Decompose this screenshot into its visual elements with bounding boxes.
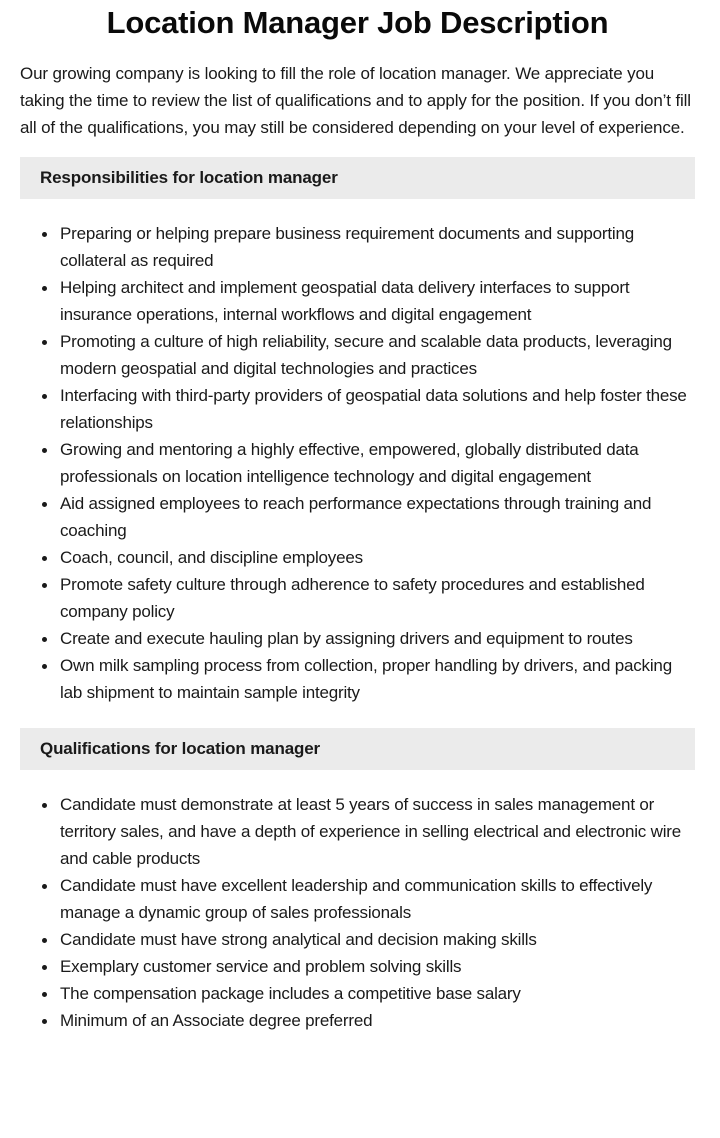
page-title: Location Manager Job Description	[106, 5, 609, 40]
list-item-text: Coach, council, and discipline employees	[60, 548, 363, 567]
qualifications-list	[20, 791, 695, 1034]
list-item-text: Aid assigned employees to reach performance expectations through training and coaching	[60, 494, 652, 540]
intro-paragraph: Our growing company is looking to fill the role of location manager. We appreciate you taking the time to review the list of qualifications and to apply for the position. If you don’t fill all of the qualifications, you may still be considered depending on your level of experience.	[20, 64, 691, 137]
list-item	[60, 953, 695, 980]
bullet-icon	[42, 286, 47, 291]
qualifications-heading: Qualifications for location manager	[20, 728, 695, 770]
list-item	[60, 220, 695, 274]
bullet-icon	[42, 583, 47, 588]
list-item-text: Candidate must have excellent leadership and communication skills to effectively manage a dynamic group of sales professionals	[60, 876, 653, 922]
bullet-icon	[42, 938, 47, 943]
list-item-text: Candidate must have strong analytical and decision making skills	[60, 930, 537, 949]
section-spacer	[20, 706, 695, 712]
list-item-text: Promote safety culture through adherence to safety procedures and established company policy	[60, 575, 645, 621]
bullet-icon	[42, 448, 47, 453]
responsibilities-list	[20, 220, 695, 706]
list-item-text: Growing and mentoring a highly effective, empowered, globally distributed data professionals on location intelligence technology and digital engagement	[60, 440, 639, 486]
list-item-text: Interfacing with third-party providers of geospatial data solutions and help foster these relationships	[60, 386, 687, 432]
list-item-text: Helping architect and implement geospatial data delivery interfaces to support insurance operations, internal workflows and digital engagement	[60, 278, 630, 324]
list-item	[60, 625, 695, 652]
bullet-icon	[42, 394, 47, 399]
bullet-icon	[42, 803, 47, 808]
list-item	[60, 490, 695, 544]
bullet-icon	[42, 664, 47, 669]
bullet-icon	[42, 502, 47, 507]
bullet-icon	[42, 965, 47, 970]
bullet-icon	[42, 637, 47, 642]
list-item	[60, 544, 695, 571]
bullet-icon	[42, 992, 47, 997]
list-item-text: Minimum of an Associate degree preferred	[60, 1011, 373, 1030]
list-item	[60, 328, 695, 382]
list-item-text: Promoting a culture of high reliability, secure and scalable data products, leveraging modern geospatial and digital technologies and practices	[60, 332, 672, 378]
list-item-text: Preparing or helping prepare business requirement documents and supporting collateral as required	[60, 224, 634, 270]
list-item-text: Exemplary customer service and problem solving skills	[60, 957, 462, 976]
list-item	[60, 382, 695, 436]
list-item-text: Create and execute hauling plan by assigning drivers and equipment to routes	[60, 629, 633, 648]
list-item	[60, 274, 695, 328]
list-item-text: The compensation package includes a competitive base salary	[60, 984, 521, 1003]
list-item	[60, 791, 695, 872]
bullet-icon	[42, 556, 47, 561]
list-item-text: Own milk sampling process from collection, proper handling by drivers, and packing lab shipment to maintain sample integrity	[60, 656, 672, 702]
list-item	[60, 571, 695, 625]
list-item	[60, 926, 695, 953]
list-item	[60, 872, 695, 926]
list-item	[60, 1007, 695, 1034]
responsibilities-heading: Responsibilities for location manager	[20, 157, 695, 199]
list-item	[60, 652, 695, 706]
bullet-icon	[42, 1019, 47, 1024]
list-item	[60, 980, 695, 1007]
list-item	[60, 436, 695, 490]
bullet-icon	[42, 884, 47, 889]
bullet-icon	[42, 232, 47, 237]
list-item-text: Candidate must demonstrate at least 5 years of success in sales management or territory sales, and have a depth of experience in selling electrical and electronic wire and cable products	[60, 795, 681, 868]
bullet-icon	[42, 340, 47, 345]
